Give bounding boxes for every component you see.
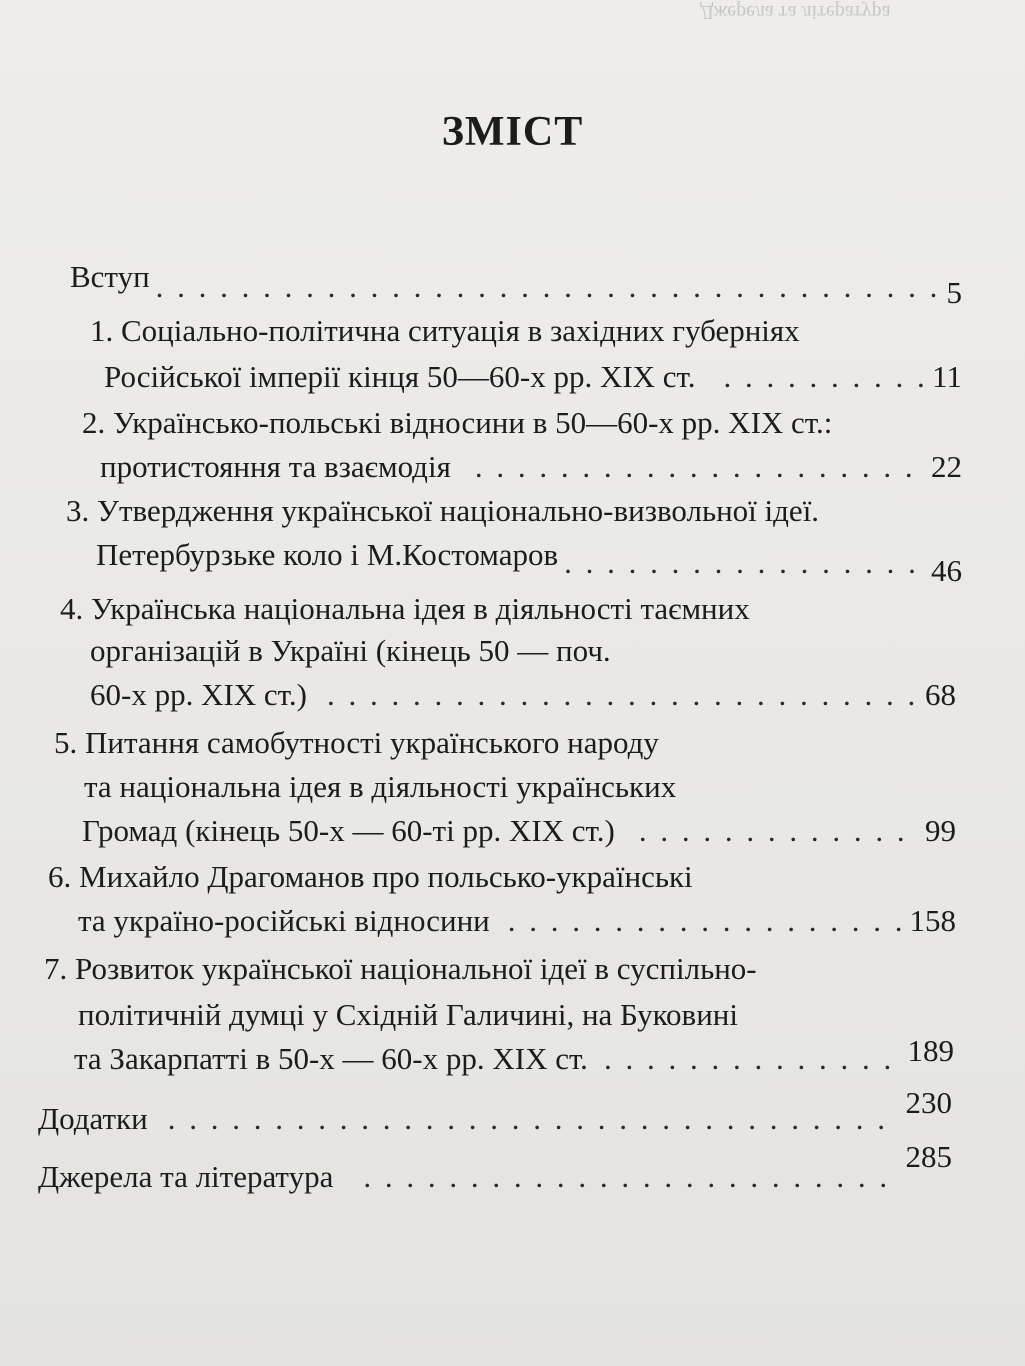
dot-leader [475,448,925,486]
toc-entry-chapter-3[interactable] [66,492,906,530]
toc-label: організацій в Україні (кінець 50 — поч. [90,633,611,668]
dot-leader [604,1040,902,1078]
toc-label: 60-х рр. ХІХ ст.) [90,677,307,712]
dot-leader [508,902,904,940]
toc-label: 2. Українсько-польські відносини в 50—60-х рр. ХІХ ст.: [82,405,833,440]
toc-entry-chapter-3-cont[interactable] [96,536,962,588]
toc-label: Російської імперії кінця 50—60-х рр. ХІХ ст. [104,359,696,394]
toc-page-number: 11 [932,359,962,394]
dot-leader [327,676,919,714]
dot-leader [156,268,941,306]
toc-entry-chapter-5-cont2[interactable] [82,812,956,850]
page-title: ЗМІСТ [441,109,584,155]
toc-entry-chapter-7-cont[interactable] [78,996,878,1034]
toc-entry-chapter-4-cont2[interactable] [90,676,956,714]
toc-page-number: 22 [931,449,962,484]
toc-entry-chapter-1[interactable] [90,312,890,350]
toc-label: 5. Питання самобутності українського народу [54,725,659,760]
toc-label: Додатки [38,1101,148,1136]
toc-entry-chapter-7-cont2[interactable] [74,1033,954,1078]
toc-label: політичній думці у Східній Галичині, на Буковині [78,997,738,1032]
toc-entry-chapter-6-cont[interactable] [78,902,956,940]
toc-entry-appendix[interactable] [38,1085,952,1138]
toc-page-number: 158 [909,903,956,938]
dot-leader [564,544,925,582]
toc-page-number: 46 [931,553,962,588]
toc-page-number: 99 [925,813,956,848]
toc-label: Вступ [70,259,150,294]
toc-entry-chapter-6[interactable] [48,858,828,896]
dot-leader [363,1158,899,1196]
toc-entry-sources[interactable] [38,1139,952,1196]
toc-entry-chapter-1-cont[interactable] [104,358,962,396]
dot-leader [639,812,919,850]
bleed-through-header: Джерела та література [700,1,891,23]
toc-entry-chapter-7[interactable] [44,950,904,988]
toc-entry-chapter-2[interactable] [82,404,902,442]
toc-label: та Закарпатті в 50-х — 60-х рр. ХІХ ст. [74,1041,588,1076]
toc-page-number: 230 [905,1085,952,1120]
toc-entry-chapter-4[interactable] [60,590,840,628]
toc-entry-chapter-5[interactable] [54,724,814,762]
toc-page-number: 189 [907,1033,954,1068]
toc-label: Петербурзьке коло і М.Костомаров [96,537,559,572]
toc-label: Джерела та література [38,1159,334,1194]
toc-label: 1. Соціально-політична ситуація в західних губерніях [90,313,800,348]
toc-label: протистояння та взаємодія [100,449,451,484]
toc-label: та україно-російські відносини [78,903,490,938]
toc-page-number: 5 [946,275,962,310]
dot-leader [724,358,927,396]
toc-entry-chapter-2-cont[interactable] [100,448,962,486]
toc-entry-intro[interactable] [70,258,962,310]
toc-label: 4. Українська національна ідея в діяльності таємних [60,591,750,626]
dot-leader [168,1100,900,1138]
toc-label: 6. Михайло Драгоманов про польсько-українські [48,859,693,894]
toc-label: Громад (кінець 50-х — 60-ті рр. ХІХ ст.) [82,813,615,848]
toc-page-number: 285 [905,1139,952,1174]
toc-page-number: 68 [925,677,956,712]
toc-entry-chapter-5-cont[interactable] [84,768,844,806]
toc-entry-chapter-4-cont[interactable] [90,632,810,670]
toc-label: та національна ідея в діяльності українських [84,769,677,804]
toc-label: 7. Розвиток української національної ідеї в суспільно- [44,951,757,986]
toc-label: 3. Утвердження української національно-визвольної ідеї. [66,493,820,528]
